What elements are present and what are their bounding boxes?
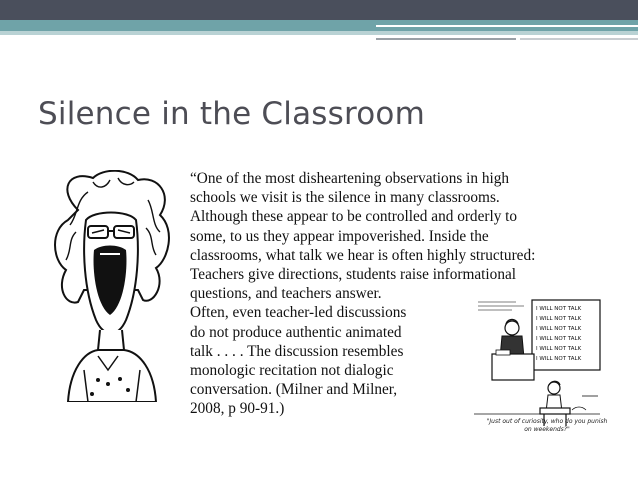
slide-title: Silence in the Classroom	[38, 96, 425, 132]
board-line: I WILL NOT TALK	[536, 306, 582, 312]
caption-line: on weekends?"	[524, 426, 570, 433]
quote-line: talk . . . . The discussion resembles	[190, 342, 404, 360]
board-line: I WILL NOT TALK	[536, 346, 582, 352]
top-bar-teal-light	[0, 31, 638, 35]
quote-line: questions, and teachers answer.	[190, 285, 382, 303]
quote-line: some, to us they appear impoverished. Inside the	[190, 227, 489, 245]
board-line: I WILL NOT TALK	[536, 356, 582, 362]
top-bar-grey-line-2	[520, 38, 638, 40]
top-bar-accent-line	[376, 25, 638, 27]
top-bar-dark	[0, 0, 638, 20]
quote-line: do not produce authentic animated	[190, 323, 402, 341]
board-line: I WILL NOT TALK	[536, 326, 582, 332]
top-bar-grey-line	[376, 38, 516, 40]
quote-line: classrooms, what talk we hear is often highly structured:	[190, 246, 536, 264]
board-line: I WILL NOT TALK	[536, 316, 582, 322]
quote-line: conversation. (Milner and Milner,	[190, 381, 398, 399]
screaming-person-illustration	[48, 170, 174, 402]
quote-line: Teachers give directions, students raise informational	[190, 266, 517, 284]
cartoon-caption	[482, 418, 612, 434]
quote-line: 2008, p 90-91.)	[190, 400, 285, 418]
caption-line: "Just out of curiosity, who do you punish	[486, 418, 608, 425]
quote-line: “One of the most disheartening observations in high	[190, 170, 510, 187]
quote-line: Although these appear to be controlled and orderly to	[190, 208, 518, 226]
quote-line: Often, even teacher-led discussions	[190, 304, 407, 322]
board-line: I WILL NOT TALK	[536, 336, 582, 342]
quote-line: monologic recitation not dialogic	[190, 362, 394, 380]
quote-line: schools we visit is the silence in many classrooms.	[190, 189, 500, 207]
